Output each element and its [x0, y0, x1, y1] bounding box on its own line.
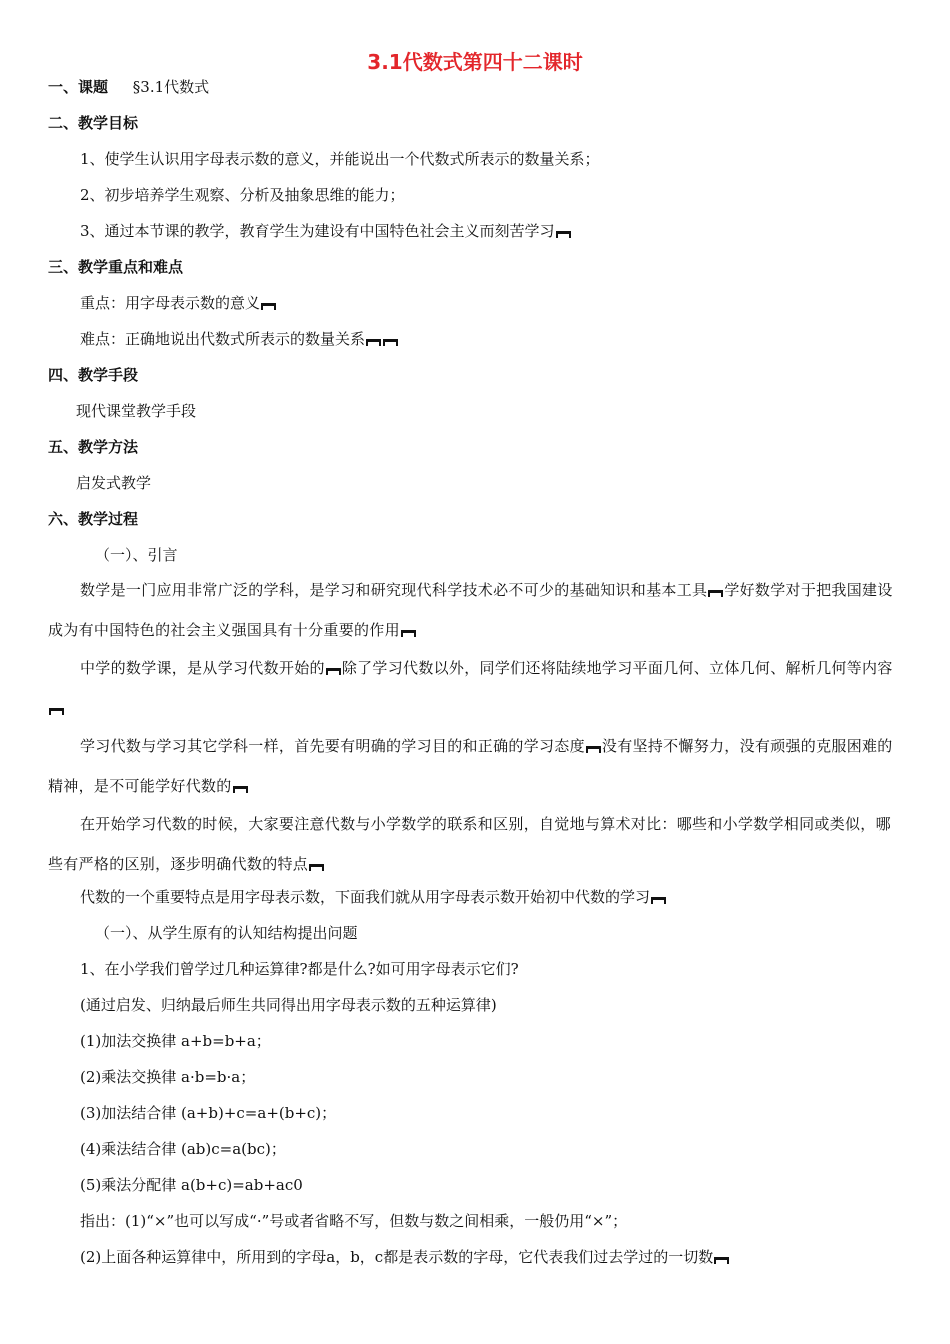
paragraph: [48, 726, 904, 806]
subsection-label: （一）、从学生原有的认知结构提出问题: [95, 924, 358, 942]
key-point-text: 重点：用字母表示数的意义: [80, 294, 261, 312]
paragraph-text: 除了学习代数以外，同学们还将陆续地学习平面几何、立体几何、解析几何等内容: [341, 659, 893, 677]
paragraph-text: 在开始学习代数的时候，大家要注意代数与小学数学的联系和区别，自觉地与算术对比：哪些和小学数学相同或类似，哪些有严格的区别，逐步明确代数的特点: [48, 815, 891, 873]
paragraph: [80, 886, 667, 908]
period-mark-icon: [261, 303, 276, 310]
paragraph-text: 没有坚持不懈努力，没有顽强的克服困难的精神，是不可能学好代数的: [48, 737, 893, 795]
paragraph-text: 代数的一个重要特点是用字母表示数，下面我们就从用字母表示数开始初中代数的学习: [80, 888, 651, 906]
means-text: 现代课堂教学手段: [76, 402, 197, 420]
section-heading: 一、课题: [48, 78, 109, 96]
paragraph-text: 学好数学对于把我国建设成为有中国特色的社会主义强国具有十分重要的作用: [48, 581, 893, 639]
period-mark-icon: [366, 339, 381, 346]
method-text: 启发式教学: [76, 474, 152, 492]
goal-item-text: 3、通过本节课的教学，教育学生为建设有中国特色社会主义而刻苦学习: [80, 222, 555, 240]
period-mark-icon: [586, 746, 601, 753]
paragraph-text: 数学是一门应用非常广泛的学科，是学习和研究现代科学技术必不可少的基础知识和基本工具: [80, 581, 708, 599]
paragraph: [48, 804, 904, 884]
goal-item: 2、初步培养学生观察、分析及抽象思维的能力；: [80, 186, 405, 204]
key-point: [80, 292, 277, 314]
difficulty-text: 难点：正确地说出代数式所表示的数量关系: [80, 330, 366, 348]
question-note: (通过启发、归纳最后师生共同得出用字母表示数的五种运算律): [80, 996, 497, 1014]
law-item: (2)乘法交换律 a·b=b·a；: [80, 1068, 256, 1086]
note: [80, 1246, 730, 1268]
note-text: (2)上面各种运算律中，所用到的字母a，b，c都是表示数的字母，它代表我们过去学过的一切数: [80, 1248, 714, 1266]
topic-text: §3.1代数式: [132, 78, 210, 96]
law-item: (4)乘法结合律 (ab)c=a(bc)；: [80, 1140, 286, 1158]
subsection-label: （一）、引言: [95, 546, 178, 564]
question: 1、在小学我们曾学过几种运算律?都是什么?如可用字母表示它们?: [80, 960, 519, 978]
period-mark-icon: [49, 708, 64, 715]
period-mark-icon: [383, 339, 398, 346]
document-title: 3.1代数式第四十二课时: [367, 50, 583, 74]
period-mark-icon: [708, 590, 723, 597]
note: 指出：(1)“×”也可以写成“·”号或者省略不写，但数与数之间相乘，一般仍用“×”；: [80, 1212, 628, 1230]
goal-item: [80, 220, 572, 242]
period-mark-icon: [309, 864, 324, 871]
difficulty-point: [80, 328, 399, 350]
section-heading: 五、教学方法: [48, 438, 139, 456]
section-heading: 四、教学手段: [48, 366, 139, 384]
period-mark-icon: [556, 231, 571, 238]
goal-item: 1、使学生认识用字母表示数的意义，并能说出一个代数式所表示的数量关系；: [80, 150, 600, 168]
law-item: (1)加法交换律 a+b=b+a；: [80, 1032, 271, 1050]
period-mark-icon: [714, 1257, 729, 1264]
period-mark-icon: [401, 630, 416, 637]
section-heading: 六、教学过程: [48, 510, 139, 528]
period-mark-icon: [326, 668, 341, 675]
section-heading: 二、教学目标: [48, 114, 139, 132]
paragraph-text: 中学的数学课，是从学习代数开始的: [80, 659, 325, 677]
paragraph: [48, 648, 904, 728]
period-mark-icon: [651, 897, 666, 904]
period-mark-icon: [233, 786, 248, 793]
law-item: (5)乘法分配律 a(b+c)=ab+ac0: [80, 1176, 303, 1194]
paragraph-text: 学习代数与学习其它学科一样，首先要有明确的学习目的和正确的学习态度: [80, 737, 585, 755]
section-heading: 三、教学重点和难点: [48, 258, 184, 276]
section-topic: [48, 76, 209, 98]
paragraph: [48, 570, 904, 650]
law-item: (3)加法结合律 (a+b)+c=a+(b+c)；: [80, 1104, 337, 1122]
